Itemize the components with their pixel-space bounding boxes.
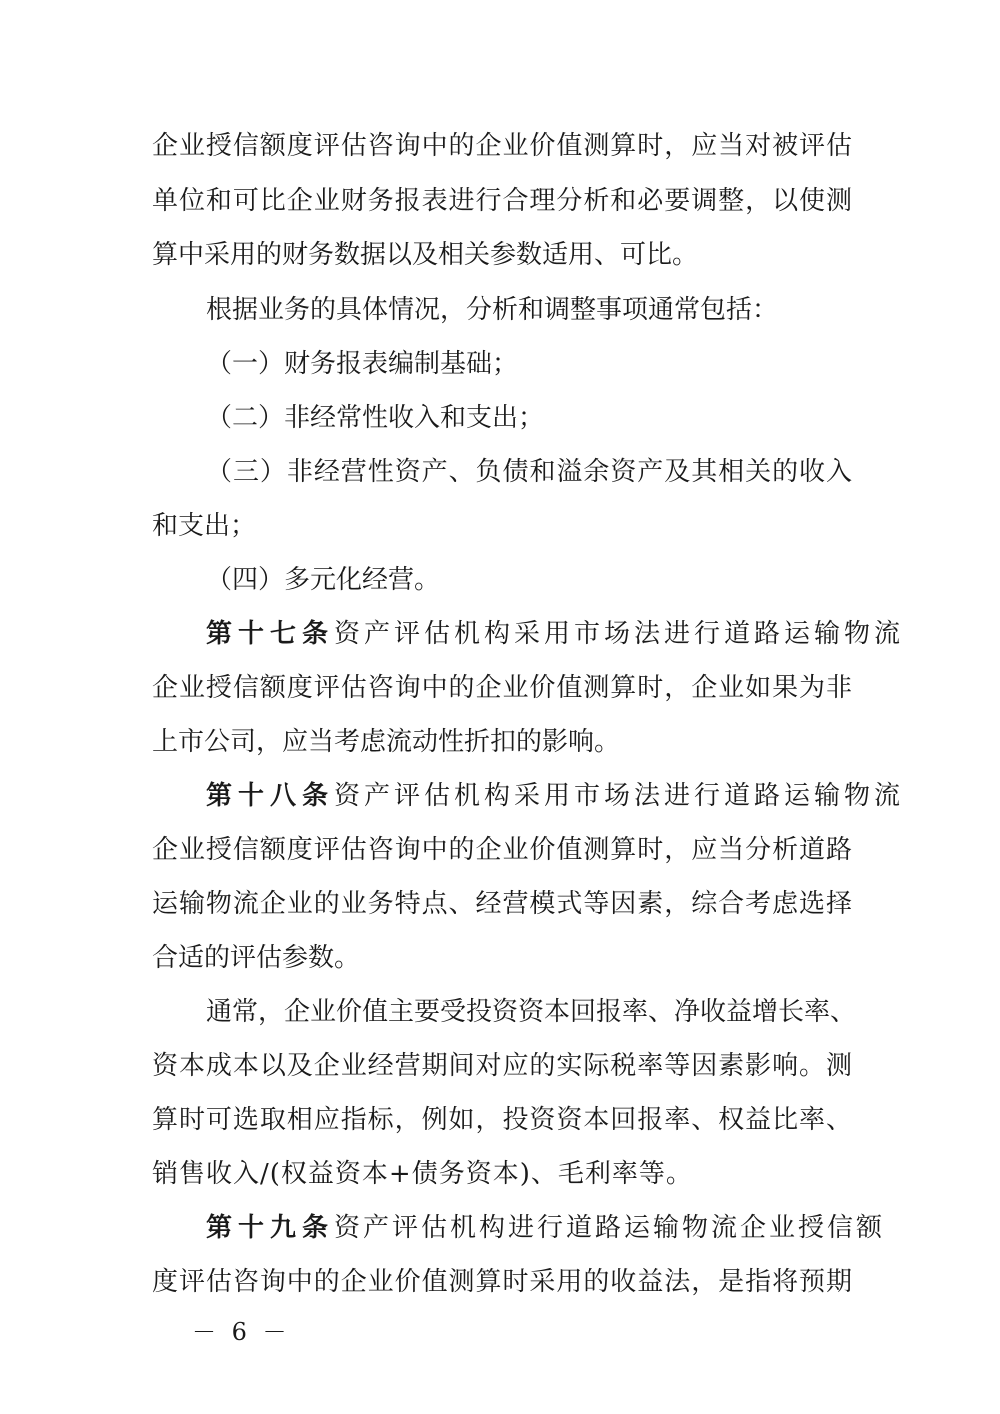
article-first-line: [206, 614, 905, 654]
paragraph-line: 根据业务的具体情况，分析和调整事项通常包括：: [206, 295, 779, 325]
paragraph-line: 单位和可比企业财务报表进行合理分析和必要调整，以使测: [152, 186, 852, 216]
article-text: 资产评估机构采用市场法进行道路运输物流: [334, 619, 905, 649]
paragraph-line: 算时可选取相应指标，例如，投资资本回报率、权益比率、: [152, 1105, 852, 1135]
paragraph-line: 企业授信额度评估咨询中的企业价值测算时，企业如果为非: [152, 673, 852, 703]
article-heading: 第十七条: [206, 619, 335, 649]
list-item: （三）非经营性资产、负债和溢余资产及其相关的收入: [206, 457, 852, 487]
paragraph-line: 通常，企业价值主要受投资资本回报率、净收益增长率、: [206, 997, 857, 1027]
paragraph-line: 运输物流企业的业务特点、经营模式等因素，综合考虑选择: [152, 889, 852, 919]
paragraph-line: 企业授信额度评估咨询中的企业价值测算时，应当分析道路: [152, 835, 852, 865]
article-first-line: [206, 776, 905, 816]
paragraph-line: 企业授信额度评估咨询中的企业价值测算时，应当对被评估: [152, 131, 852, 161]
page-number: － 6 －: [192, 1318, 291, 1346]
paragraph-line: 合适的评估参数。: [152, 943, 361, 973]
list-item: （一）财务报表编制基础；: [206, 349, 519, 379]
list-item: （四）多元化经营。: [206, 565, 441, 595]
article-text: 资产评估机构采用市场法进行道路运输物流: [334, 781, 905, 811]
list-item: （二）非经常性收入和支出；: [206, 403, 545, 433]
article-heading: 第十八条: [206, 781, 335, 811]
paragraph-line: 销售收入/(权益资本+债务资本)、毛利率等。: [152, 1159, 693, 1189]
paragraph-line: 度评估咨询中的企业价值测算时采用的收益法，是指将预期: [152, 1267, 852, 1297]
article-first-line: [206, 1208, 886, 1248]
paragraph-line: 上市公司，应当考虑流动性折扣的影响。: [152, 727, 621, 757]
list-item-continuation: 和支出；: [152, 511, 257, 541]
paragraph-line: 资本成本以及企业经营期间对应的实际税率等因素影响。测: [152, 1051, 852, 1081]
article-text: 资产评估机构进行道路运输物流企业授信额: [334, 1213, 886, 1243]
paragraph-line: 算中采用的财务数据以及相关参数适用、可比。: [152, 240, 699, 270]
article-heading: 第十九条: [206, 1213, 335, 1243]
